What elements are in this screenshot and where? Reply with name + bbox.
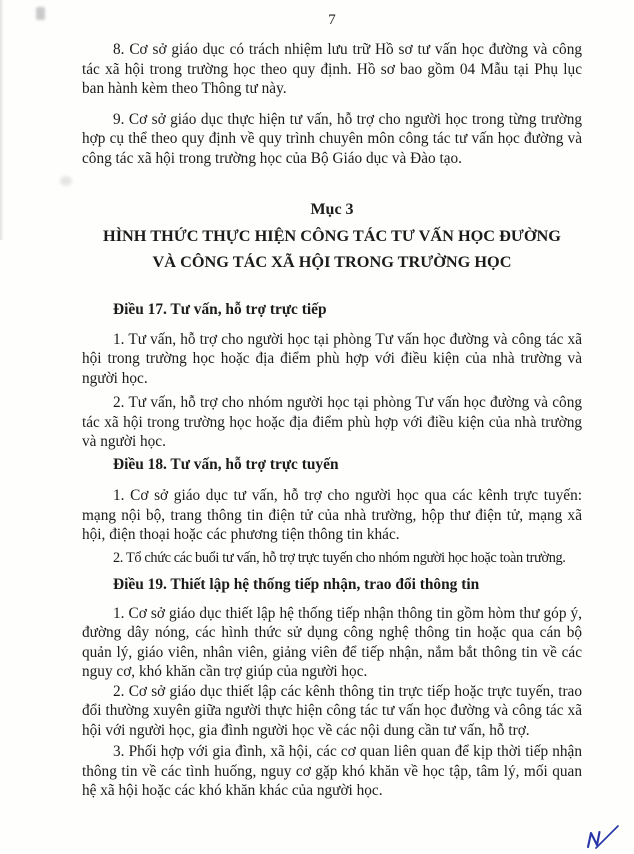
page-number: 7: [328, 12, 336, 28]
section-title: [82, 223, 582, 274]
article-19-clause-1: 1. Cơ sở giáo dục thiết lập hệ thống tiếp nhận thông tin gồm hòm thư góp ý, đường dây nóng, các hình thức sử dụng công nghệ thông tin hoặc qua cán bộ quản lý, giáo viên, nhân viên, giảng viên để tiếp nhận, nắm bắt thông tin về các nguy cơ, khó khăn cần trợ giúp của người học.: [82, 604, 582, 680]
article-19-heading: Điều 19. Thiết lập hệ thống tiếp nhận, trao đổi thông tin: [113, 576, 480, 593]
scan-smudge-artifact: [60, 176, 72, 186]
article-19-clause-2: 2. Cơ sở giáo dục thiết lập các kênh thông tin trực tiếp hoặc trực tuyến, trao đổi thường xuyên giữa người thực hiện công tác tư vấn học đường và công tác xã hội với người học, gia đình người học về các nội dung cần tư vấn, hỗ trợ.: [82, 682, 582, 739]
scan-edge-artifact: [0, 0, 4, 240]
blue-pen-initials-icon: [584, 822, 622, 850]
paragraph-9: 9. Cơ sở giáo dục thực hiện tư vấn, hỗ trợ cho người học trong từng trường hợp cụ thể theo quy định về quy trình chuyên môn công tác tư vấn học đường và công tác xã hội trong trường học của Bộ Giáo dục và Đào tạo.: [82, 110, 582, 167]
article-18-heading: Điều 18. Tư vấn, hỗ trợ trực tuyến: [113, 455, 339, 473]
article-17-clause-2: 2. Tư vấn, hỗ trợ cho nhóm người học tại phòng Tư vấn học đường và công tác xã hội trong trường học hoặc địa điểm phù hợp với điều kiện của nhà trường và người học.: [82, 394, 582, 450]
section-title-line-1: HÌNH THỨC THỰC HIỆN CÔNG TÁC TƯ VẤN HỌC ĐƯỜNG: [103, 226, 561, 245]
article-18-clause-1: 1. Cơ sở giáo dục tư vấn, hỗ trợ cho người học qua các kênh trực tuyến: mạng nội bộ, trang thông tin điện tử của nhà trường, hộp thư điện tử, mạng xã hội, điện thoại hoặc các phương tiện thông tin khác.: [82, 487, 582, 543]
article-19-clause-3: 3. Phối hợp với gia đình, xã hội, các cơ quan liên quan để kịp thời tiếp nhận thông tin về các tình huống, nguy cơ gặp khó khăn về học tập, tâm lý, mối quan hệ xã hội hoặc các khó khăn khác của người học.: [82, 743, 582, 799]
text-column: [82, 0, 582, 801]
section-label: Mục 3: [310, 201, 354, 218]
section-title-line-2: VÀ CÔNG TÁC XÃ HỘI TRONG TRƯỜNG HỌC: [152, 251, 512, 271]
article-18-clause-2: 2. Tổ chức các buổi tư vấn, hỗ trợ trực tuyến cho nhóm người học hoặc toàn trường.: [113, 549, 566, 566]
paragraph-8: 8. Cơ sở giáo dục có trách nhiệm lưu trữ Hồ sơ tư vấn học đường và công tác xã hội trong trường học theo quy định. Hồ sơ bao gồm 04 Mẫu tại Phụ lục ban hành kèm theo Thông tư này.: [82, 41, 582, 97]
article-17-clause-1: 1. Tư vấn, hỗ trợ cho người học tại phòng Tư vấn học đường và công tác xã hội trong trường học hoặc địa điểm phù hợp với điều kiện của nhà trường và người học.: [82, 330, 582, 387]
article-17-heading: Điều 17. Tư vấn, hỗ trợ trực tiếp: [113, 301, 327, 318]
scan-smudge-artifact: [36, 7, 45, 20]
